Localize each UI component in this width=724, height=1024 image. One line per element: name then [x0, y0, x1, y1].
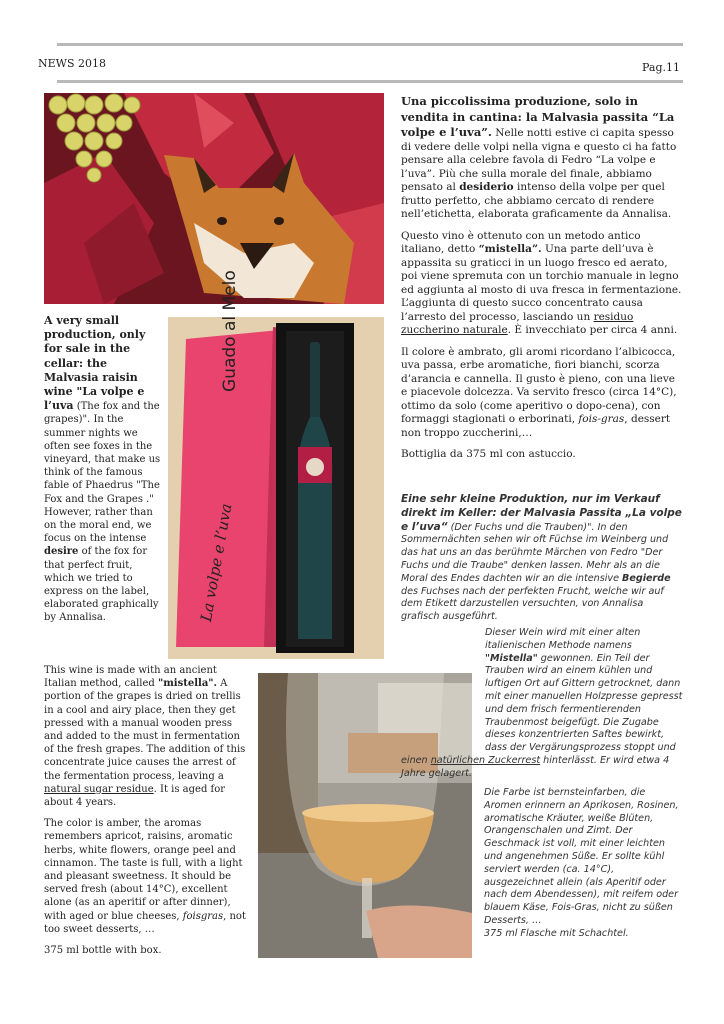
english-paragraph-4: 375 ml bottle with box. [44, 945, 162, 957]
english-paragraph-1: A very small production, only for sale in the cellar: the Malvasia raisin wine "La volpe e l’uva (The fox and the grapes)". In the summer nights we often see foxes in the vineyard, that make us think of the famous fable of Phaedrus "The Fox and the Grapes ." However, rather than on the moral end, we focus on the intense desire of the fox for that perfect fruit, which we tried to express on the label, elaborated graphically by Annalisa. [44, 314, 161, 624]
header-news: NEWS 2018 [38, 57, 106, 70]
english-paragraph-3: The color is amber, the aromas remembers apricot, raisins, aromatic herbs, white flowers, orange peel and cinnamon. The taste is full, with a light and pleasant sweetness. It should be served fresh (about 14°C), excellent alone (as an aperitif or after dinner), with aged or blue cheeses, foisgras, not too sweet desserts, … [44, 818, 246, 935]
german-paragraph-3: Die Farbe ist bernsteinfarben, die Aromen erinnern an Aprikosen, Rosinen, aromatische Kräuter, weiße Blüten, Orangenschalen und Zimt. Der Geschmack ist voll, mit einer leichten und angenehmen Süße. Er sollte kühl serviert werden (ca. 14°C), ausgezeichnet allein (als Aperitif oder nach dem Abendessen), mit reifem oder blauem Käse, Fois-Gras, nicht zu süßen Desserts, … [484, 787, 679, 926]
italian-title: Una piccolissima produzione, solo in vendita in cantina: la Malvasia passita “La volpe e l’uva”. [401, 94, 675, 139]
english-paragraph-2: This wine is made with an ancient Italian method, called "mistella". A portion of the grapes is dried on trellis in a cool and airy place, then they get pressed with a manual wooden press and added to the must in fermentation of the fresh grapes. The addition of this concentrate juice causes the arrest of the fermentation process, leaving a natural sugar residue. It is aged for about 4 years. [44, 665, 246, 809]
fox-grapes-image [44, 93, 384, 304]
german-title: Eine sehr kleine Produktion, nur im Verkauf direkt im Keller: der Malvasia Passita „La volpe e l’uva“ [401, 493, 682, 533]
german-paragraph-4: 375 ml Flasche mit Schachtel. [484, 927, 629, 939]
english-title: A very small production, only for sale in the cellar: the Malvasia raisin wine "La volpe e l’uva [44, 314, 146, 413]
italian-paragraph-4: Bottiglia da 375 ml con astuccio. [401, 448, 576, 460]
header-rule-top [57, 43, 683, 46]
box-brand-text: Guado al Melo [220, 270, 240, 392]
english-article-part-1 [44, 314, 162, 633]
italian-paragraph-2: Questo vino è ottenuto con un metodo antico italiano, detto “mistella”. Una parte dell’uva è appassita su graticci in un luogo fresco ed aerato, poi viene spremuta con un torchio manuale in legno ed aggiunta al mosto di uva fresca in fermentazione. L’aggiunta di questo succo concentrato causa l’arresto del processo, lasciando un residuo zuccherino naturale. È invecchiato per circa 4 anni. [401, 229, 682, 336]
italian-paragraph-1: Una piccolissima produzione, solo in vendita in cantina: la Malvasia passita “La volpe e l’uva”. Nelle notti estive ci capita spesso di vedere delle volpi nella vigna e questo ci ha fatto pensare alla celebre favola di Fedro “La volpe e l’uva”. Più che sulla morale del finale, abbiamo pensato al desiderio intenso della volpe per quel frutto perfetto, che abbiamo cercato di rendere nell’etichetta, elaborata graficamente da Annalisa. [401, 94, 677, 220]
german-article-part-3 [484, 787, 683, 949]
german-article-part-2 [401, 627, 683, 789]
german-float-spacer [401, 627, 485, 747]
italian-article [401, 94, 683, 470]
german-article-part-1 [401, 493, 683, 632]
box-wine-name-text: La volpe e l’uva [197, 502, 236, 623]
german-paragraph-1: Eine sehr kleine Produktion, nur im Verkauf direkt im Keller: der Malvasia Passita „La volpe e l’uva“ (Der Fuchs und die Trauben)". In den Sommernächten sehen wir oft Füchse im Weinberg und das hat uns an das berühmte Märchen von Fedro "Der Fuchs und die Traube" denken lassen. Mehr als an die Moral des Endes dachten wir an die intensive Begierde des Fuchses nach der perfekten Frucht, welche wir auf dem Etikett darzustellen versuchten, von Annalisa grafisch ausgeführt. [401, 493, 682, 623]
english-article-part-2 [44, 664, 250, 965]
header-rule-bottom [57, 80, 683, 83]
italian-paragraph-3: Il colore è ambrato, gli aromi ricordano l’albicocca, uva passa, erbe aromatiche, fiori bianchi, scorza d’arancia e cannella. Il gusto è pieno, con una lieve e piacevole dolcezza. Va servito fresco (circa 14°C), ottimo da solo (come aperitivo o dopo-cena), con formaggi stagionati o erborinati, fois-gras, dessert non troppo zuccherini,… [401, 345, 677, 439]
header-page-number: Pag.11 [642, 61, 681, 74]
german-paragraph-2: Dieser Wein wird mit einer alten italienischen Methode namens "Mistella" gewonnen. Ein Teil der Trauben wird an einem kühlen und luftigen Ort auf Gittern getrocknet, dann mit einer manuellen Holzpresse gepresst und dem frisch fermentierenden Traubenmost beigefügt. Die Zugabe dieses konzentrierten Saftes bewirkt, dass der Vergärungsprozess stoppt und einen natürlichen Zuckerrest hinterlässt. Er wird etwa 4 Jahre gelagert. [401, 627, 683, 779]
